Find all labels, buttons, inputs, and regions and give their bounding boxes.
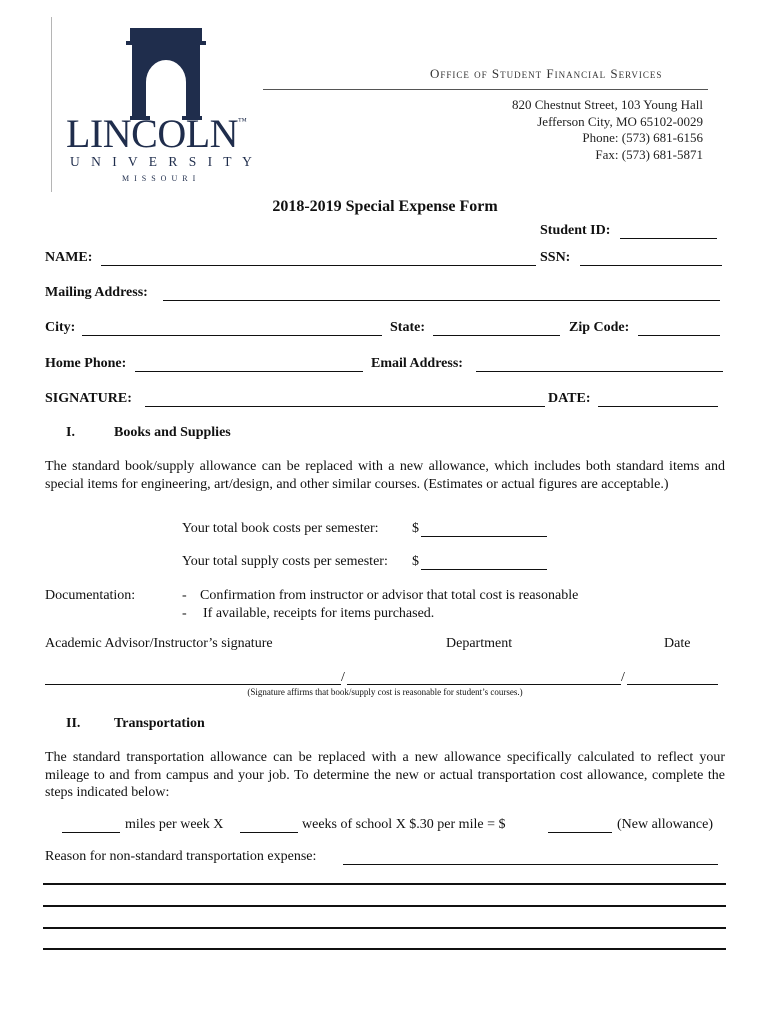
state-label: State:: [390, 320, 425, 335]
book-costs-dollar: $: [412, 521, 419, 536]
address-line-1: 820 Chestnut Street, 103 Young Hall: [511, 97, 703, 112]
logo-trademark: ™: [238, 116, 247, 126]
doc-item: If available, receipts for items purchased.: [203, 606, 435, 621]
logo-name: LINCOLN: [66, 111, 239, 156]
mailing-address-field[interactable]: [163, 300, 720, 301]
section-2-paragraph: The standard transportation allowance can be replaced with a new allowance specifically calculated to reflect your mileage to and from campus and your job. To determine the new or actual transportation cost allowance, complete the steps indicated below:: [45, 750, 725, 800]
student-id-field[interactable]: [620, 238, 717, 239]
supply-costs-dollar: $: [412, 554, 419, 569]
section-2-title: Transportation: [114, 716, 205, 731]
advisor-date-label: Date: [664, 636, 691, 651]
new-allowance-label: (New allowance): [617, 817, 714, 832]
doc-item: Confirmation from instructor or advisor that total cost is reasonable: [200, 588, 579, 603]
letterhead-divider: [51, 17, 52, 192]
new-allowance-field[interactable]: [548, 832, 612, 833]
date-label: DATE:: [548, 391, 591, 406]
weeks-label: weeks of school X $.30 per mile = $: [302, 817, 506, 832]
miles-per-week-field[interactable]: [62, 832, 120, 833]
city-field[interactable]: [82, 335, 382, 336]
logo-university: U N I V E R S I T Y: [70, 154, 256, 169]
mailing-address-label: Mailing Address:: [45, 285, 148, 300]
section-2-number: II.: [66, 716, 81, 731]
date-field[interactable]: [598, 406, 718, 407]
office-fax: Fax: (573) 681-5871: [595, 146, 703, 162]
home-phone-label: Home Phone:: [45, 356, 127, 371]
reason-field[interactable]: [343, 864, 718, 865]
home-phone-field[interactable]: [135, 371, 363, 372]
supply-costs-label: Your total supply costs per semester:: [182, 554, 388, 569]
affirm-note: (Signature affirms that book/supply cost is reasonable for student’s courses.): [247, 687, 523, 697]
form-title: 2018-2019 Special Expense Form: [272, 198, 498, 215]
logo-wordmark: [66, 110, 246, 157]
supply-costs-field[interactable]: [421, 569, 547, 570]
office-title: Office of Student Financial Services: [430, 66, 663, 81]
section-1-number: I.: [66, 425, 75, 440]
department-field[interactable]: [347, 684, 621, 685]
student-id-label: Student ID:: [540, 223, 611, 238]
city-label: City:: [45, 320, 76, 335]
reason-line-1[interactable]: [43, 883, 726, 885]
advisor-date-field[interactable]: [627, 684, 718, 685]
zip-label: Zip Code:: [569, 320, 630, 335]
advisor-signature-field[interactable]: [45, 684, 341, 685]
reason-label: Reason for non-standard transportation expense:: [45, 849, 317, 864]
signature-label: SIGNATURE:: [45, 391, 132, 406]
address-line-2: Jefferson City, MO 65102-0029: [537, 113, 703, 129]
weeks-of-school-field[interactable]: [240, 832, 298, 833]
zip-field[interactable]: [638, 335, 720, 336]
book-costs-field[interactable]: [421, 536, 547, 537]
section-1-paragraph: The standard book/supply allowance can be replaced with a new allowance, which includes both standard items and special items for engineering, art/design, and other similar courses. (Estimates or actual figures are acceptable.): [45, 459, 725, 492]
email-field[interactable]: [476, 371, 723, 372]
signature-field[interactable]: [145, 406, 545, 407]
miles-label: miles per week X: [125, 817, 224, 832]
office-phone: Phone: (573) 681-6156: [582, 130, 703, 145]
documentation-label: Documentation:: [45, 588, 136, 603]
doc-bullet-dash: -: [182, 606, 187, 621]
logo-state: M I S S O U R I: [122, 174, 197, 183]
office-rule: [263, 89, 708, 90]
department-label: Department: [446, 636, 513, 651]
ssn-field[interactable]: [580, 265, 722, 266]
book-costs-label: Your total book costs per semester:: [182, 521, 379, 536]
arch-icon: [60, 24, 275, 122]
doc-bullet-dash: -: [182, 588, 187, 603]
slash-separator: /: [341, 670, 345, 685]
office-address: [512, 97, 703, 163]
ssn-label: SSN:: [540, 250, 571, 265]
reason-line-3[interactable]: [43, 927, 726, 929]
section-1-title: Books and Supplies: [114, 425, 231, 440]
state-field[interactable]: [433, 335, 560, 336]
name-label: NAME:: [45, 250, 93, 265]
university-logo: [60, 24, 275, 194]
reason-line-2[interactable]: [43, 905, 726, 907]
reason-line-4[interactable]: [43, 948, 726, 950]
slash-separator: /: [621, 670, 625, 685]
advisor-signature-label: Academic Advisor/Instructor’s signature: [45, 636, 273, 651]
name-field[interactable]: [101, 265, 536, 266]
email-label: Email Address:: [371, 356, 463, 371]
